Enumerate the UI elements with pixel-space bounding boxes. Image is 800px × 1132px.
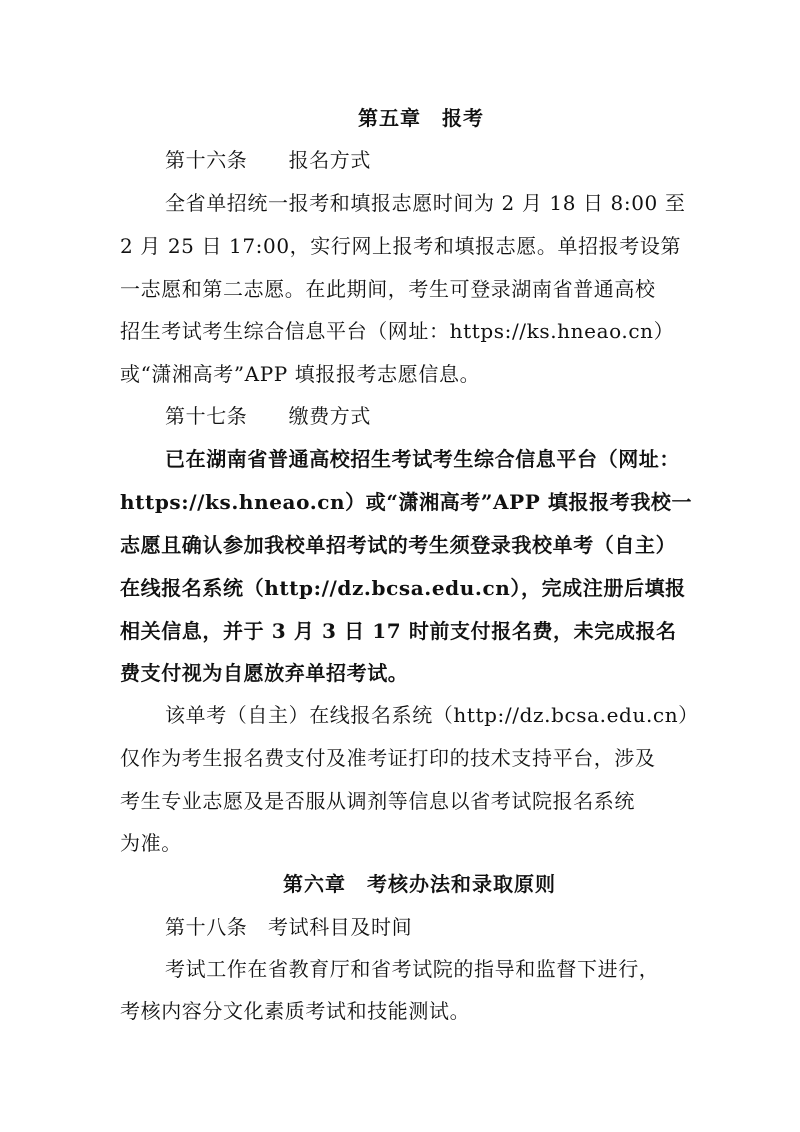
article-16-line: 招生考试考生综合信息平台（网址：https://ks.hneao.cn） [120, 319, 675, 343]
article-17-bold-line: 费支付视为自愿放弃单招考试。 [120, 661, 409, 685]
article-16-line: 或“潇湘高考”APP 填报报考志愿信息。 [120, 362, 481, 386]
article-18-heading: 第十八条 考试科目及时间 [165, 915, 413, 939]
article-17-bold-line: 相关信息，并于 3 月 3 日 17 时前支付报名费，未完成报名 [120, 619, 677, 643]
article-16-line: 一志愿和第二志愿。在此期间，考生可登录湖南省普通高校 [120, 277, 656, 301]
article-18-line: 考试工作在省教育厅和省考试院的指导和监督下进行， [165, 957, 660, 981]
article-17-line: 该单考（自主）在线报名系统（http://dz.bcsa.edu.cn） [165, 703, 699, 727]
article-17-bold-line: 志愿且确认参加我校单招考试的考生须登录我校单考（自主） [120, 533, 677, 557]
article-16-line: 2 月 25 日 17:00，实行网上报考和填报志愿。单招报考设第 [120, 234, 682, 258]
article-18-line: 考核内容分文化素质考试和技能测试。 [120, 999, 471, 1023]
article-16-heading: 第十六条 报名方式 [165, 148, 371, 172]
article-17-bold-line: 在线报名系统（http://dz.bcsa.edu.cn），完成注册后填报 [120, 576, 686, 600]
article-17-bold-line: https://ks.hneao.cn）或“潇湘高考”APP 填报报考我校一 [120, 490, 693, 514]
article-17-heading: 第十七条 缴费方式 [165, 404, 371, 428]
article-16-line: 全省单招统一报考和填报志愿时间为 2 月 18 日 8:00 至 [165, 191, 686, 215]
article-17-bold-line: 已在湖南省普通高校招生考试考生综合信息平台（网址： [165, 447, 680, 471]
article-17-line: 为准。 [120, 831, 182, 855]
article-17-line: 仅作为考生报名费支付及准考证打印的技术支持平台，涉及 [120, 746, 656, 770]
chapter-6-title: 第六章 考核办法和录取原则 [283, 872, 556, 896]
article-17-line: 考生专业志愿及是否服从调剂等信息以省考试院报名系统 [120, 789, 635, 813]
chapter-5-title: 第五章 报考 [358, 106, 484, 130]
